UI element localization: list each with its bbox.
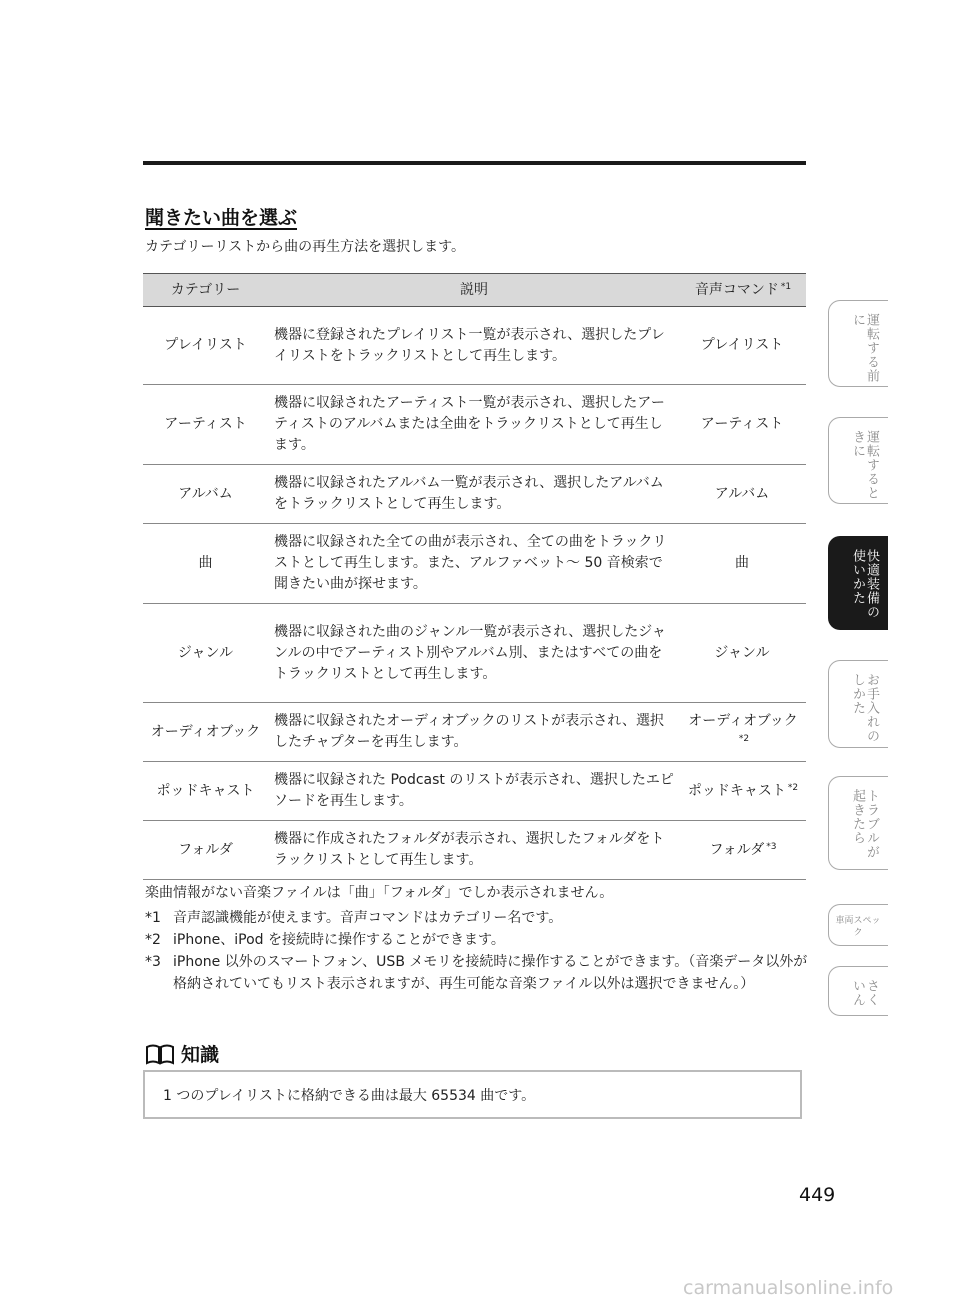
row-description: 機器に作成されたフォルダが表示され、選択したフォルダをトラックリストとして再生します。 [268,821,680,880]
row-command [680,604,806,703]
tab-label: さくいん [850,979,879,1007]
tab-index[interactable] [828,966,888,1016]
tab-label: 車両スペック [835,916,881,938]
knowledge-title: 知識 [181,1044,220,1066]
row-command [680,703,806,762]
table-row [143,604,806,703]
table-row [143,762,806,821]
watermark: carmanualsonline.info [683,1277,894,1299]
row-command [680,465,806,524]
row-command [680,524,806,604]
tab-before-driving[interactable] [828,300,888,387]
table-header-row [143,274,806,307]
tab-label: お手入れのしかた [850,673,879,743]
knowledge-box: 1 つのプレイリストに格納できる曲は最大 65534 曲です。 [143,1070,802,1119]
tab-label: 快適装備の使いかた [850,549,879,619]
row-command-label: ポッドキャスト [687,782,786,799]
row-command-mark: *2 [787,782,799,793]
table-row [143,703,806,762]
row-description: 機器に登録されたプレイリスト一覧が表示され、選択したプレイリストをトラックリストとして再生します。 [268,307,680,385]
tab-label: トラブルが起きたら [850,789,879,859]
tab-vehicle-specs[interactable] [828,904,888,946]
tab-troubleshooting[interactable] [828,776,888,870]
row-command [680,762,806,821]
footnote [145,951,810,995]
table-row [143,385,806,465]
row-description: 機器に収録された全ての曲が表示され、全ての曲をトラックリストとして再生します。また、アルファベット〜 50 音検索で聞きたい曲が探せます。 [268,524,680,604]
tab-maintenance[interactable] [828,660,888,748]
row-category: アルバム [143,465,268,524]
footnote-text: iPhone、iPod を接続時に操作することができます。 [173,932,505,948]
row-command-label: オーディオブック [688,713,798,729]
row-category: ジャンル [143,604,268,703]
tab-while-driving[interactable] [828,417,888,504]
section-title: 聞きたい曲を選ぶ [145,207,298,229]
table-row [143,821,806,880]
row-description: 機器に収録されたオーディオブックのリストが表示され、選択したチャプターを再生します。 [268,703,680,762]
row-command-label: ジャンル [714,644,770,661]
header-command-mark: *1 [780,281,792,292]
row-description: 機器に収録された Podcast のリストが表示され、選択したエピソードを再生します。 [268,762,680,821]
header-command [680,274,806,307]
row-command [680,307,806,385]
row-category: アーティスト [143,385,268,465]
row-category: オーディオブック [143,703,268,762]
note-main: 楽曲情報がない音楽ファイルは「曲」「フォルダ」でしか表示されません。 [145,885,614,901]
table-row [143,307,806,385]
row-command-label: アルバム [714,485,770,502]
row-command-label: 曲 [735,555,749,571]
header-description: 説明 [268,274,680,307]
tab-comfort-features[interactable] [828,536,888,630]
row-command-label: アーティスト [700,416,784,432]
table-row [143,465,806,524]
tab-label: 運転する前に [850,313,879,383]
row-command [680,821,806,880]
footnote [145,929,810,951]
book-icon [145,1043,175,1065]
row-description: 機器に収録されたアーティスト一覧が表示され、選択したアーティストのアルバムまたは全曲をトラックリストとして再生します。 [268,385,680,465]
footnote-mark: *2 [145,932,161,948]
tab-label: 運転するときに [850,430,879,500]
header-category: カテゴリー [143,274,268,307]
header-command-label: 音声コマンド [694,281,779,298]
footnote [145,907,810,929]
row-category: 曲 [143,524,268,604]
page-number: 449 [799,1184,836,1206]
row-command-mark: *2 [738,734,750,744]
footnote-mark: *1 [145,910,161,926]
row-description: 機器に収録された曲のジャンル一覧が表示され、選択したジャンルの中でアーティスト別やアルバム別、またはすべての曲をトラックリストとして再生します。 [268,604,680,703]
row-category: フォルダ [143,821,268,880]
footnote-mark: *3 [145,954,161,970]
footnote-text: 音声認識機能が使えます。音声コマンドはカテゴリー名です。 [173,910,563,926]
table-row [143,524,806,604]
top-rule [143,161,806,165]
row-category: ポッドキャスト [143,762,268,821]
row-command-mark: *3 [766,841,777,852]
knowledge-heading [145,1040,219,1067]
category-table [143,273,806,880]
row-command-label: プレイリスト [700,337,784,353]
row-command [680,385,806,465]
footnote-text: iPhone 以外のスマートフォン、USB メモリを接続時に操作することができます。（音楽データ以外が格納されていてもリスト表示されますが、再生可能な音楽ファイル以外は選択できません。） [173,954,808,992]
intro-text: カテゴリーリストから曲の再生方法を選択します。 [145,239,466,255]
row-description: 機器に収録されたアルバム一覧が表示され、選択したアルバムをトラックリストとして再生します。 [268,465,680,524]
row-command-label: フォルダ [709,841,765,858]
notes [145,882,810,995]
row-category: プレイリスト [143,307,268,385]
